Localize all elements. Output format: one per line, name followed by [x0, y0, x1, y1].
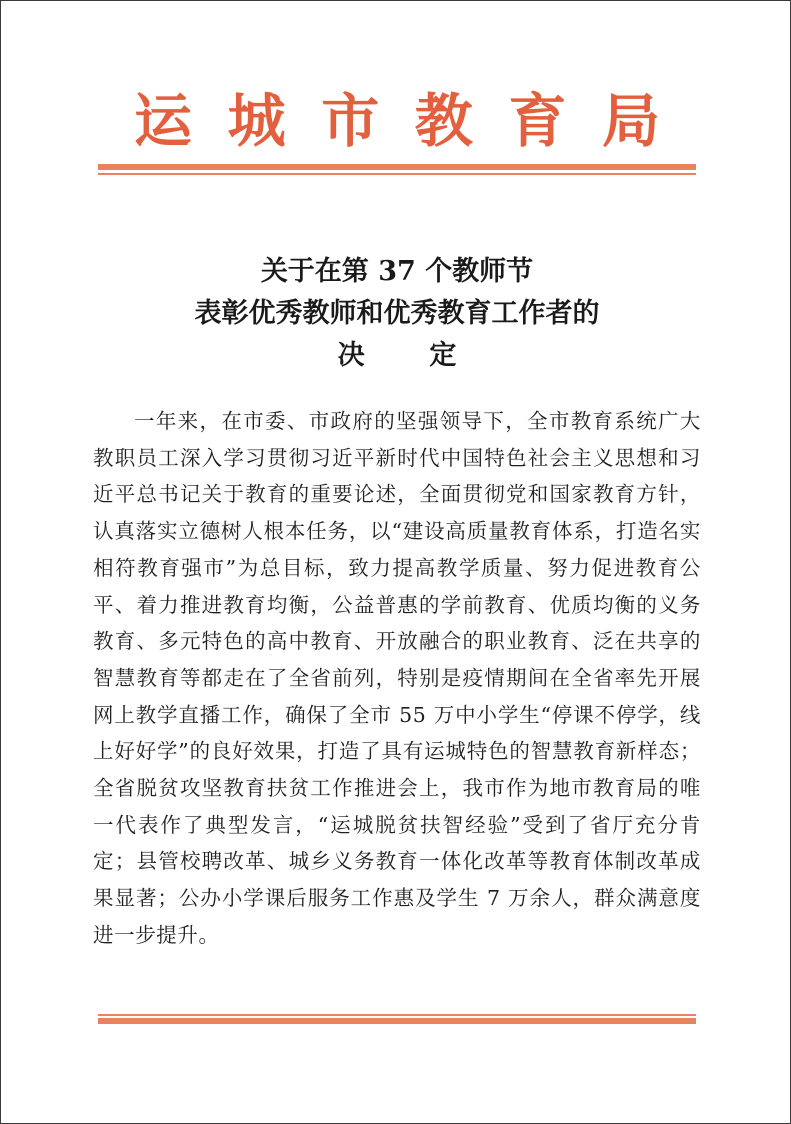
footer-rule-thick [98, 1018, 696, 1024]
document-title-decision: 决定 [337, 340, 522, 371]
document-body-paragraph: 一年来，在市委、市政府的坚强领导下，全市教育系统广大教职员工深入学习贯彻习近平新时代中国特色社会主义思想和习近平总书记关于教育的重要论述，全面贯彻党和国家教育方针，认真落实立德树人根本任务，以“建设高质量教育体系，打造名实相符教育强市”为总目标，致力提高教学质量、努力促进教育公平、着力推进教育均衡，公益普惠的学前教育、优质均衡的义务教育、多元特色的高中教育、开放融合的职业教育、泛在共享的智慧教育等都走在了全省前列，特别是疫情期间在全省率先开展网上教学直播工作，确保了全市 55 万中小学生“停课不停学，线上好好学”的良好效果，打造了具有运城特色的智慧教育新样态；全省脱贫攻坚教育扶贫工作推进会上，我市作为地市教育局的唯一代表作了典型发言，“运城脱贫扶智经验”受到了省厅充分肯定；县管校聘改革、城乡义务教育一体化改革等教育体制改革成果显著；公办小学课后服务工作惠及学生 7 万余人，群众满意度进一步提升。 [93, 409, 701, 947]
org-header-char: 育 [508, 87, 567, 155]
org-header-char: 城 [227, 87, 286, 155]
document-title-line-3 [98, 337, 696, 374]
header-rule-thin [98, 173, 696, 175]
document-title-line-1: 关于在第 37 个教师节 [260, 256, 534, 287]
footer-rule-thin [98, 1014, 696, 1016]
org-header-char: 局 [601, 87, 660, 155]
document-title-line-2: 表彰优秀教师和优秀教育工作者的 [194, 298, 600, 329]
org-header-title [98, 81, 696, 161]
org-header-char: 运 [134, 87, 193, 155]
org-header-char: 市 [321, 87, 380, 155]
org-header-char: 教 [414, 87, 473, 155]
header-rule-thick [98, 164, 696, 170]
